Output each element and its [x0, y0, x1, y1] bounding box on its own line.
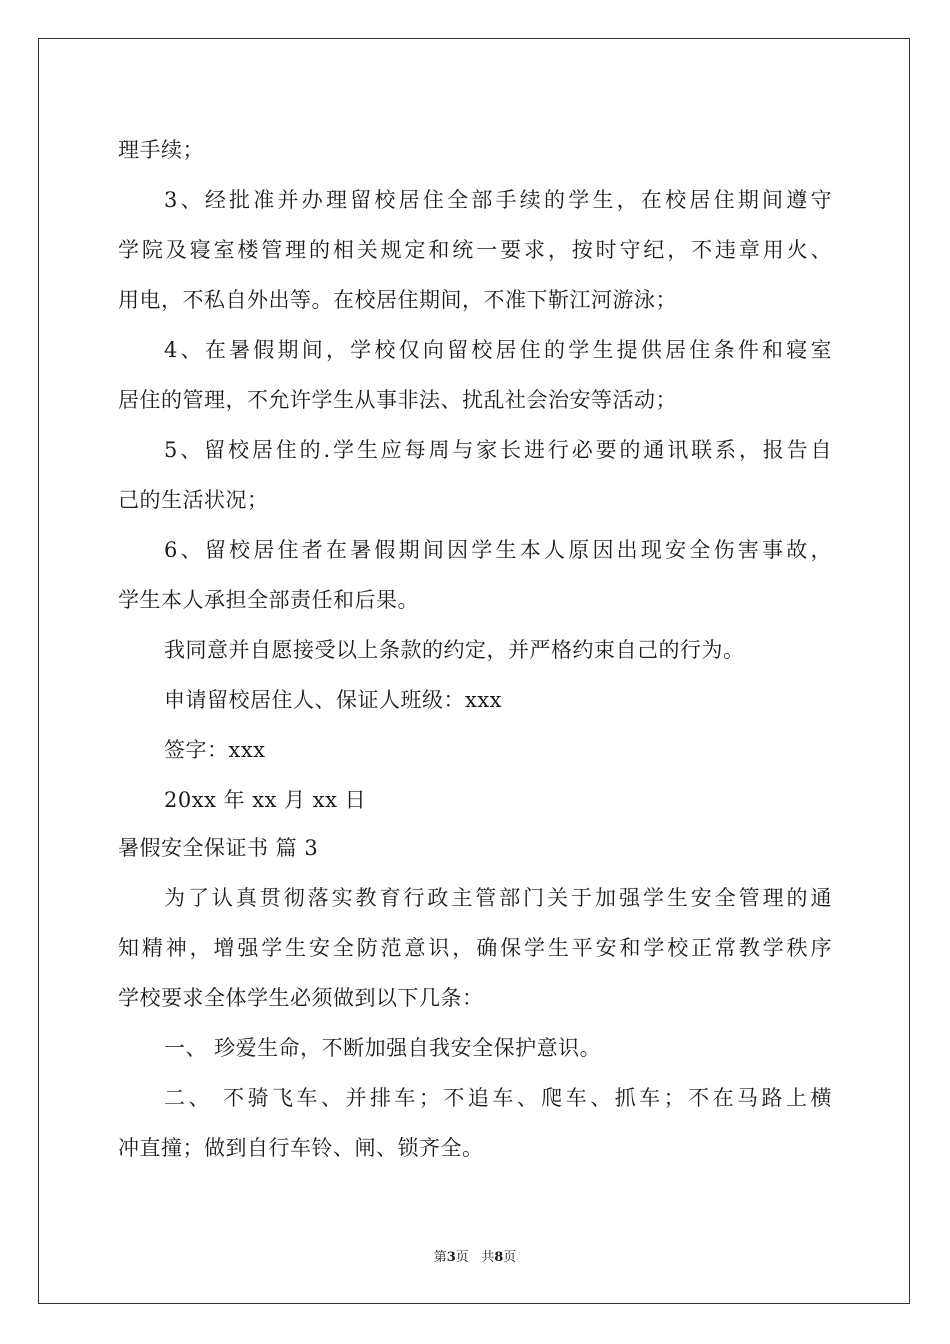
text-line: 申请留校居住人、保证人班级：xxx — [164, 688, 503, 712]
text-line: 20xx 年 xx 月 xx 日 — [164, 788, 367, 812]
text-line: 签字：xxx — [164, 738, 266, 762]
text-line: 学院及寝室楼管理的相关规定和统一要求，按时守纪，不违章用火、 — [118, 238, 832, 262]
text-line: 学校要求全体学生必须做到以下几条： — [118, 986, 484, 1010]
page-suffix: 页 — [455, 1250, 469, 1265]
total-pages: 8 — [494, 1250, 504, 1265]
text-line: 6、留校居住者在暑假期间因学生本人原因出现安全伤害事故， — [164, 538, 832, 562]
text-line: 理手续； — [118, 138, 204, 162]
text-line: 学生本人承担全部责任和后果。 — [118, 588, 419, 612]
page-number: 3 — [446, 1250, 456, 1265]
page-frame — [38, 38, 910, 1304]
text-line: 己的生活状况； — [118, 488, 269, 512]
total-prefix: 共 — [481, 1250, 495, 1265]
text-line: 4、在暑假期间，学校仅向留校居住的学生提供居住条件和寝室 — [164, 338, 832, 362]
section-heading: 暑假安全保证书 篇 3 — [118, 836, 319, 860]
text-line: 3、经批准并办理留校居住全部手续的学生，在校居住期间遵守 — [164, 188, 832, 212]
text-line: 一、 珍爱生命，不断加强自我安全保护意识。 — [164, 1036, 602, 1060]
text-line: 居住的管理，不允许学生从事非法、扰乱社会治安等活动； — [118, 388, 677, 412]
page-footer — [0, 1249, 950, 1267]
text-line: 我同意并自愿接受以上条款的约定，并严格约束自己的行为。 — [164, 638, 745, 662]
text-line: 用电，不私自外出等。在校居住期间，不准下靳江河游泳； — [118, 288, 677, 312]
text-line: 5、留校居住的.学生应每周与家长进行必要的通讯联系，报告自 — [164, 438, 832, 462]
text-line: 知精神，增强学生安全防范意识，确保学生平安和学校正常教学秩序 — [118, 936, 832, 960]
total-suffix: 页 — [503, 1250, 517, 1265]
page-prefix: 第 — [433, 1250, 447, 1265]
text-line: 为了认真贯彻落实教育行政主管部门关于加强学生安全管理的通 — [164, 886, 832, 910]
text-line: 冲直撞；做到自行车铃、闸、锁齐全。 — [118, 1136, 484, 1160]
text-line: 二、 不骑飞车、并排车；不追车、爬车、抓车；不在马路上横 — [164, 1086, 832, 1110]
